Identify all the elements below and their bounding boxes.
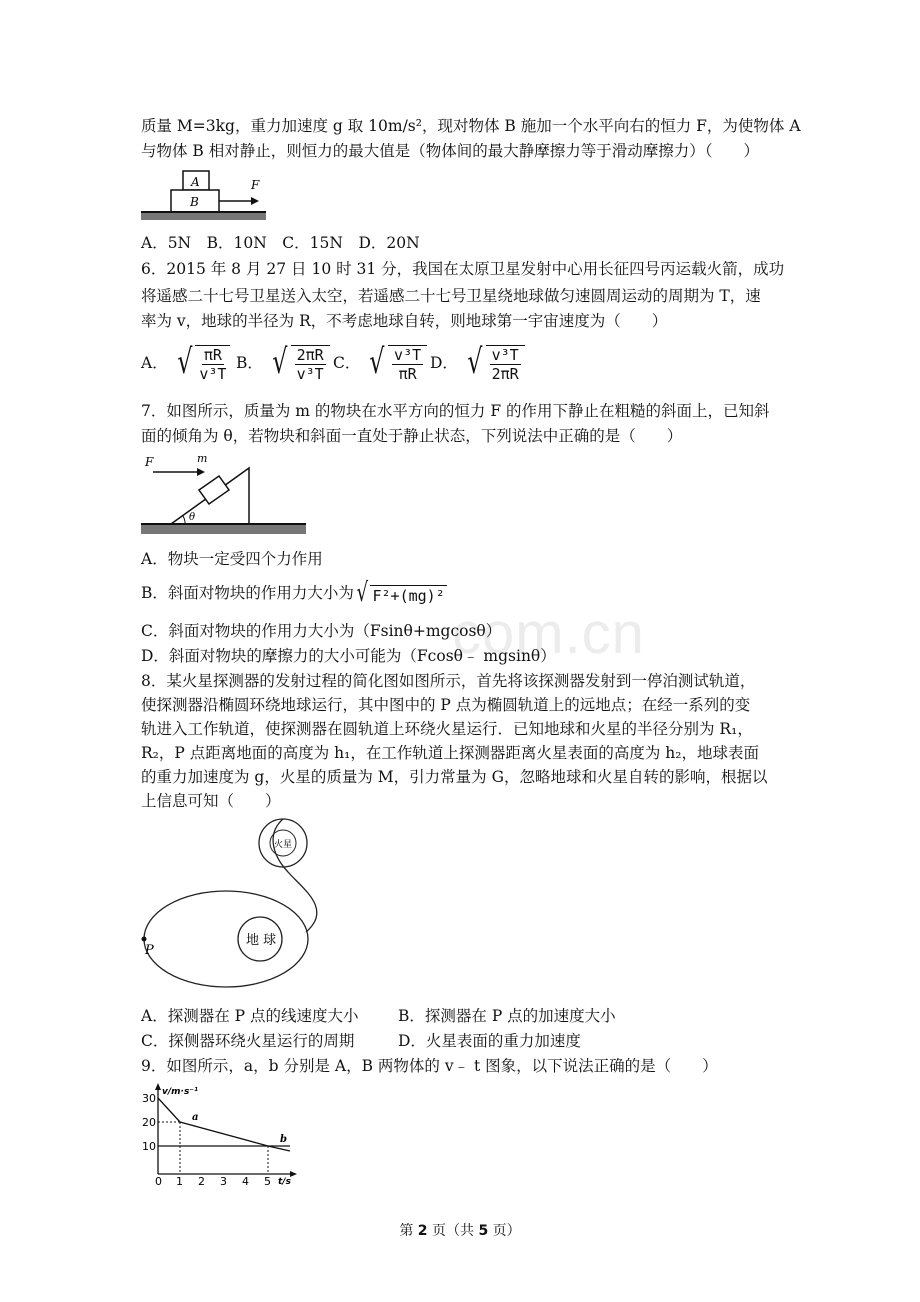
point-p-label: P (145, 943, 154, 958)
y-tick-10: 10 (142, 1140, 156, 1153)
q6-line2: 将遥感二十七号卫星送入太空，若遥感二十七号卫星绕地球做匀速圆周运动的周期为 T，速 (141, 287, 761, 305)
q8-line1: 8．某火星探测器的发射过程的简化图如图所示，首先将该探测器发射到一停泊测试轨道， (141, 672, 756, 690)
y-tick-30: 30 (142, 1092, 156, 1105)
q8-line5: 的重力加速度为 g，火星的质量为 M，引力常量为 G，忽略地球和火星自转的影响，根据以 (141, 768, 768, 786)
x-tick-2: 2 (198, 1175, 205, 1188)
q6-option-c-letter: C． (333, 354, 361, 372)
force-arrowhead (251, 197, 259, 205)
footer-mid: 页（共 (427, 1223, 479, 1239)
q6-option-a (141, 340, 230, 384)
q6-option-b-num: 2πR (296, 346, 324, 364)
q7-figure (141, 452, 306, 538)
ground (141, 212, 266, 220)
sqrt-symbol: √ F²+(mg)² (356, 577, 445, 608)
q7-line1: 7．如图所示，质量为 m 的物块在水平方向的恒力 F 的作用下静止在粗糙的斜面上，已知斜 (141, 402, 770, 420)
q5-options: A．5N B．10N C．15N D．20N (141, 234, 420, 252)
q8-option-a: A．探测器在 P 点的线速度大小 (141, 1007, 359, 1025)
q8-option-b: B．探测器在 P 点的加速度大小 (398, 1007, 616, 1025)
q6-option-b (236, 340, 330, 384)
point-p (142, 937, 147, 942)
watermark: com.cn (452, 601, 645, 666)
force-label: F (145, 455, 154, 469)
x-axis-label: t/s (278, 1177, 291, 1187)
q9-line1: 9．如图所示，a，b 分别是 A，B 两物体的 v﹣ t 图象，以下说法正确的是（ ） (141, 1057, 718, 1075)
ground (141, 524, 306, 534)
q7-option-b-formula: F²+(mg)² (372, 587, 445, 605)
q8-figure (138, 814, 348, 999)
q8-option-c: C．探侧器环绕火星运行的周期 (141, 1032, 355, 1050)
q6-line3: 率为 v，地球的半径为 R，不考虑地球自转，则地球第一宇宙速度为（ ） (141, 312, 668, 330)
sqrt-symbol: √ $\frac{\text{v³T}}{2\pi R}$ (464, 340, 525, 384)
sqrt-symbol: √ $\frac{\pi R}{\text{v³T}}$ (174, 340, 231, 384)
q6-option-c-num: v³T (394, 346, 422, 364)
angle-label: θ (189, 512, 196, 523)
q6-option-b-den: v³T (296, 365, 324, 383)
q6-option-d (430, 340, 525, 384)
series-b-label: b (280, 1134, 287, 1145)
q5-line1: 质量 M=3kg，重力加速度 g 取 10m/s²，现对物体 B 施加一个水平向右的恒力 F，为使物体 A (141, 117, 801, 135)
footer-page-number: 2 (417, 1223, 428, 1239)
force-label: F (251, 178, 260, 192)
q6-option-a-den: v³T (199, 365, 227, 383)
x-tick-3: 3 (220, 1175, 227, 1188)
mass-label: m (197, 452, 208, 465)
q7-line2: 面的倾角为 θ，若物块和斜面一直处于静止状态，下列说法中正确的是（ ） (141, 427, 683, 445)
q8-line2: 使探测器沿椭圆环绕地球运行，其中图中的 P 点为椭圆轨道上的远地点；在经一系列的变 (141, 696, 751, 714)
sqrt-symbol: √ $\frac{\text{v³T}}{\pi R}$ (366, 340, 427, 384)
y-axis-label: v/m·s⁻¹ (162, 1087, 198, 1097)
footer-prefix: 第 (399, 1223, 418, 1239)
q8-line3: 轨进入工作轨道，使探测器在圆轨道上环绕火星运行．已知地球和火星的半径分别为 R₁， (141, 720, 753, 738)
x-tick-5: 5 (264, 1175, 271, 1188)
q6-option-d-num: v³T (491, 346, 519, 364)
q7-option-d: D．斜面对物块的摩擦力的大小可能为（Fcosθ﹣ mgsinθ） (141, 647, 556, 665)
q6-line1: 6．2015 年 8 月 27 日 10 时 31 分，我国在太原卫星发射中心用长征四号丙运载火箭，成功 (141, 260, 785, 278)
elliptical-orbit (144, 891, 308, 987)
force-arrowhead (197, 468, 205, 476)
q6-option-c (333, 340, 427, 384)
q6-option-a-letter: A． (141, 354, 168, 372)
page-footer (0, 1220, 920, 1240)
q7-option-b-text: B．斜面对物块的作用力大小为 (141, 583, 354, 602)
x-tick-0: 0 (155, 1175, 162, 1188)
x-tick-1: 1 (176, 1175, 183, 1188)
footer-suffix: 页） (488, 1223, 521, 1239)
block-b-label: B (190, 195, 199, 209)
q8-line6: 上信息可知（ ） (141, 792, 281, 810)
q7-option-b (141, 579, 447, 606)
q7-option-c: C．斜面对物块的作用力大小为（Fsinθ+mgcosθ） (141, 622, 502, 640)
q6-option-d-den: 2πR (491, 365, 519, 383)
series-a-label: a (192, 1112, 199, 1123)
mars-label: 火星 (274, 840, 293, 850)
footer-total-pages: 5 (478, 1223, 489, 1239)
q9-vt-graph (140, 1082, 300, 1188)
q8-line4: R₂，P 点距离地面的高度为 h₁，在工作轨道上探测器距离火星表面的高度为 h₂，地球表面 (141, 744, 759, 762)
block-a-label: A (191, 175, 200, 189)
y-tick-20: 20 (142, 1116, 156, 1129)
y-axis-arrowhead (155, 1083, 161, 1090)
x-axis-arrowhead (290, 1171, 297, 1177)
q5-figure (141, 165, 266, 227)
line-a (158, 1098, 290, 1151)
q5-line2: 与物体 B 相对静止，则恒力的最大值是（物体间的最大静摩擦力等于滑动摩擦力）（ ） (141, 142, 759, 160)
q7-option-a: A．物块一定受四个力作用 (141, 550, 323, 568)
q8-option-d: D．火星表面的重力加速度 (398, 1032, 581, 1050)
q6-option-a-num: πR (203, 346, 222, 364)
q6-option-c-den: πR (398, 365, 417, 383)
x-tick-4: 4 (242, 1175, 249, 1188)
sqrt-symbol: √ $\frac{2\pi R}{\text{v³T}}$ (269, 340, 330, 384)
q6-option-b-letter: B． (236, 354, 263, 372)
q6-option-d-letter: D． (430, 354, 458, 372)
earth-label: 地 球 (246, 933, 277, 948)
